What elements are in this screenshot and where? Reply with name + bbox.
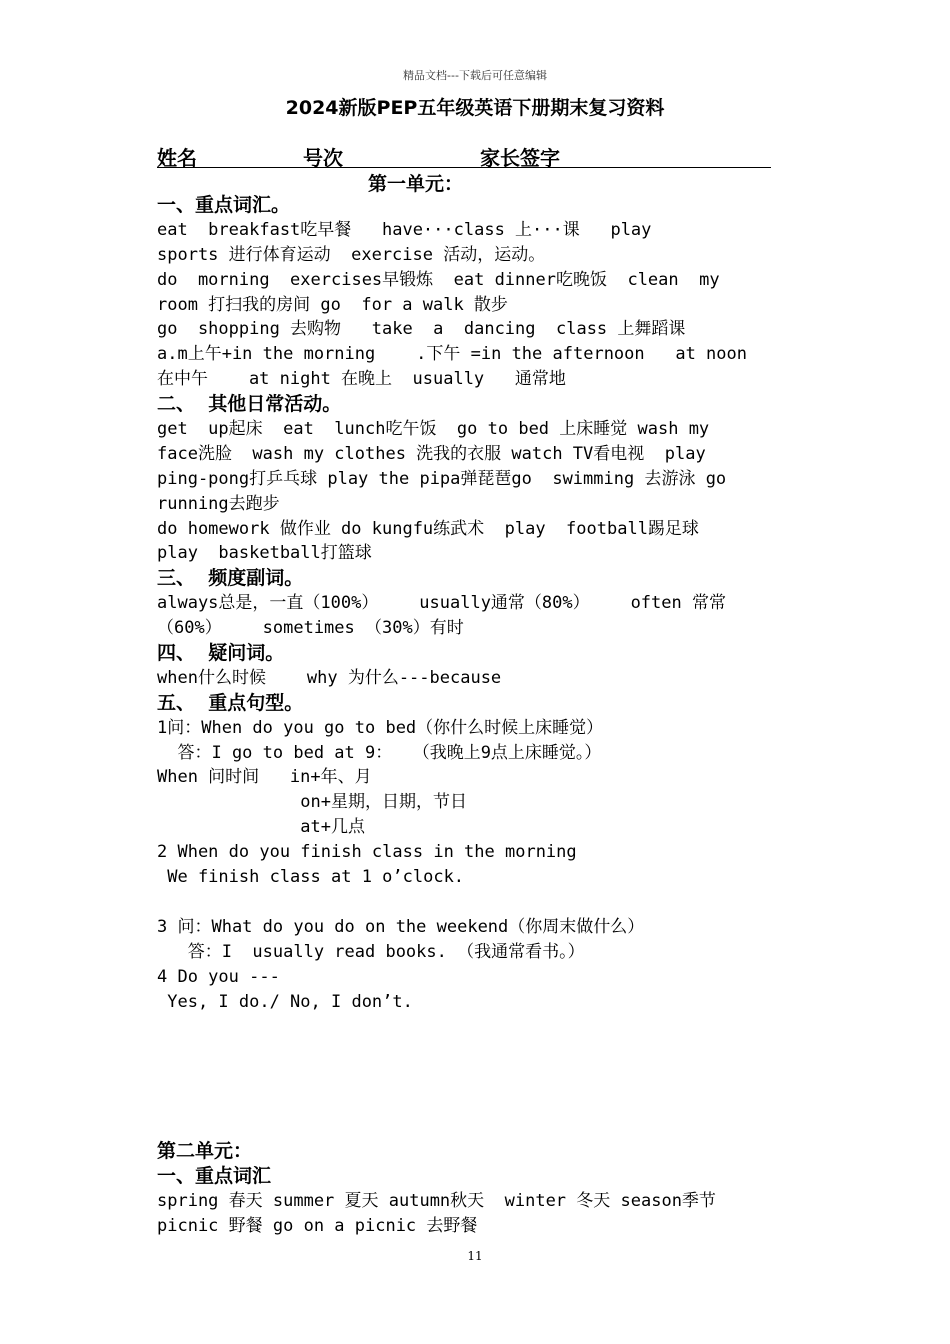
unit2-text-line: spring 春天 summer 夏天 autumn秋天 winter 冬天 season季节	[157, 1190, 716, 1211]
unit1-text-line: play basketball打篮球	[157, 543, 372, 564]
unit2-heading: 第二单元：	[157, 1140, 253, 1162]
unit2-text-line: picnic 野餐 go on a picnic 去野餐	[157, 1215, 478, 1236]
unit1-text-line: do morning exercises早锻炼 eat dinner吃晚饭 clean my	[157, 269, 720, 290]
unit1-text-line: We finish class at 1 o’clock.	[157, 867, 465, 888]
unit1-text-line: at+几点	[157, 817, 365, 838]
unit1-heading: 四、 疑问词。	[157, 642, 285, 665]
unit1-text-line: 答：I usually read books. （我通常看书。）	[157, 941, 585, 962]
unit1-text-line: when什么时候 why 为什么---because	[157, 667, 502, 688]
unit1-heading: 二、 其他日常活动。	[157, 393, 342, 416]
page-number: 11	[467, 1249, 483, 1263]
unit1-text-line: 3 问：What do you do on the weekend（你周末做什么）	[157, 916, 645, 937]
unit1-text-line: running去跑步	[157, 493, 280, 514]
unit1-text-line: face洗脸 wash my clothes 洗我的衣服 watch TV看电视 play	[157, 443, 706, 464]
unit1-text-line	[157, 890, 847, 915]
unit1-title: 第一单元：	[368, 173, 464, 195]
unit1-text-line: a.m上午+in the morning .下午 =in the afternoon at noon	[157, 344, 747, 365]
unit1-heading: 一、重点词汇。	[157, 194, 291, 216]
unit1-text-line: sports 进行体育运动 exercise 活动，运动。	[157, 244, 546, 265]
number-label: 号次	[303, 146, 343, 170]
unit2-heading: 一、重点词汇	[157, 1164, 272, 1187]
unit1-heading: 三、 频度副词。	[157, 567, 304, 590]
unit1-text-line: on+星期，日期，节日	[157, 792, 467, 813]
page-title: 2024新版PEP五年级英语下册期末复习资料	[285, 97, 665, 119]
unit1-text-line: 在中午 at night 在晚上 usually 通常地	[157, 369, 566, 390]
unit1-text-line: room 打扫我的房间 go for a walk 散步	[157, 294, 508, 315]
name-signature-row	[157, 142, 771, 168]
unit2-content	[157, 1139, 847, 1239]
parent-signature-label: 家长签字	[480, 146, 560, 170]
unit1-text-line: do homework 做作业 do kungfu练武术 play football踢足球	[157, 518, 699, 539]
unit1-text-line: 答：I go to bed at 9： （我晚上9点上床睡觉。）	[157, 742, 602, 763]
unit1-heading: 五、 重点句型。	[157, 691, 304, 714]
unit1-text-line: 2 When do you finish class in the morning	[157, 842, 577, 863]
watermark-text: 精品文档---下载后可任意编辑	[403, 69, 547, 82]
unit1-content	[157, 193, 847, 1014]
unit1-text-line: Yes, I do./ No, I don’t.	[157, 991, 413, 1012]
unit1-text-line: always总是，一直（100%） usually通常（80%） often 常常	[157, 593, 726, 614]
unit1-text-line: 4 Do you ---	[157, 966, 280, 987]
unit1-text-line: eat breakfast吃早餐 have···class 上···课 play	[157, 219, 652, 240]
name-label: 姓名	[157, 146, 197, 170]
unit1-text-line: （60%） sometimes （30%）有时	[157, 618, 464, 639]
unit1-text-line: When 问时间 in+年、月	[157, 767, 372, 788]
unit1-text-line: 1问：When do you go to bed（你什么时候上床睡觉）	[157, 717, 604, 738]
unit1-text-line: go shopping 去购物 take a dancing class 上舞蹈课	[157, 319, 686, 340]
unit1-text-line: get up起床 eat lunch吃午饭 go to bed 上床睡觉 wash my	[157, 419, 710, 440]
unit1-text-line: ping-pong打乒乓球 play the pipa弹琵琶go swimming 去游泳 go	[157, 468, 727, 489]
